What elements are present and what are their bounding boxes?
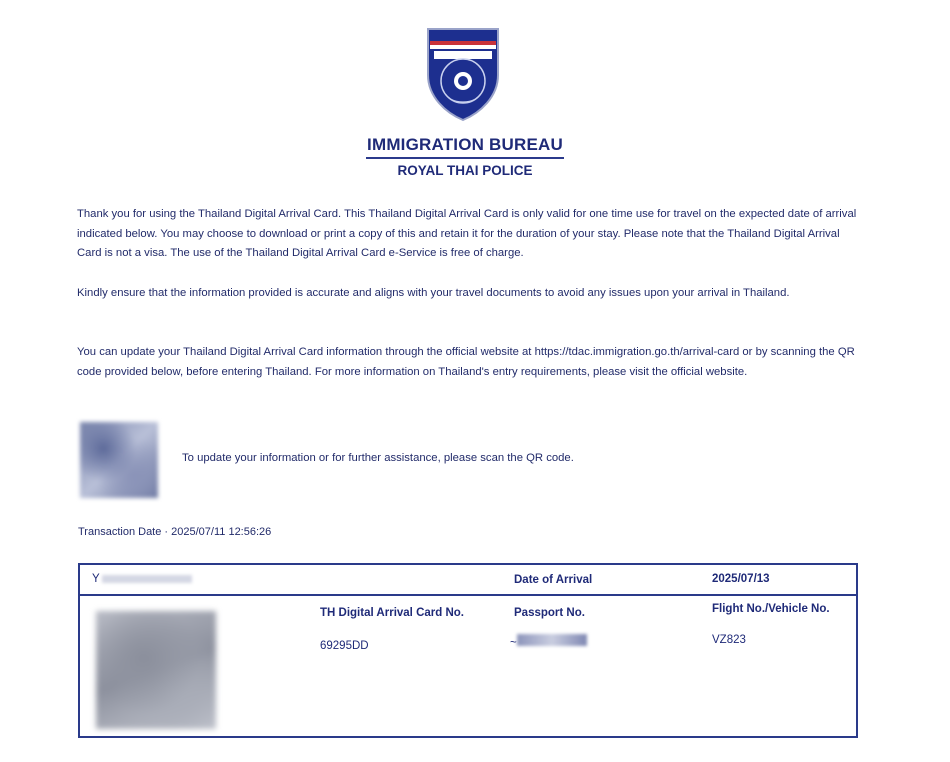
passport-prefix: ~: [510, 637, 517, 649]
qr-code-icon[interactable]: [80, 422, 158, 498]
arrival-card-panel: [78, 563, 858, 738]
bureau-title: IMMIGRATION BUREAU: [367, 135, 563, 154]
tdac-number-label: TH Digital Arrival Card No.: [320, 607, 464, 619]
redacted-name: [102, 575, 192, 583]
accuracy-paragraph: Kindly ensure that the information provided is accurate and aligns with your travel documents to avoid any issues upon your arrival in Thailand.: [77, 287, 790, 299]
royal-thai-police-immigration-badge-icon: [420, 25, 506, 123]
qr-instruction: To update your information or for further assistance, please scan the QR code.: [182, 452, 574, 464]
bureau-subtitle: ROYAL THAI POLICE: [397, 163, 533, 178]
traveller-photo: [96, 611, 216, 729]
passport-number-value: [510, 634, 587, 649]
title-underline: [366, 157, 564, 159]
passport-number-label: Passport No.: [514, 607, 585, 619]
update-paragraph: You can update your Thailand Digital Arrival Card information through the official website at https://tdac.immigration.go.th/arrival-card or by scanning the QR code provided below, before entering Thailand. For more information on Thailand's entry requirements, please visit the official website.: [77, 346, 855, 378]
transaction-date: [78, 526, 271, 538]
transaction-date-sep: ·: [164, 526, 169, 538]
card-divider: [80, 594, 856, 596]
date-of-arrival-value: 2025/07/13: [712, 573, 770, 585]
redacted-passport: [517, 634, 587, 646]
flight-number-value: VZ823: [712, 634, 746, 646]
tdac-number-value: 69295DD: [320, 640, 369, 652]
traveller-name: [92, 573, 192, 585]
traveller-name-initial: Y: [92, 573, 100, 585]
transaction-date-value: 2025/07/11 12:56:26: [171, 526, 272, 538]
date-of-arrival-label: Date of Arrival: [514, 574, 593, 586]
flight-number-label: Flight No./Vehicle No.: [712, 603, 830, 615]
intro-paragraph: Thank you for using the Thailand Digital Arrival Card. This Thailand Digital Arrival Card is only valid for one time use for travel on the expected date of arrival indicated below. You may choose to download or print a copy of this and retain it for the duration of your stay. Please note that the Thailand Digital Arrival Card is not a visa. The use of the Thailand Digital Arrival Card e-Service is free of charge.: [77, 208, 857, 259]
transaction-date-label: Transaction Date: [78, 526, 162, 538]
